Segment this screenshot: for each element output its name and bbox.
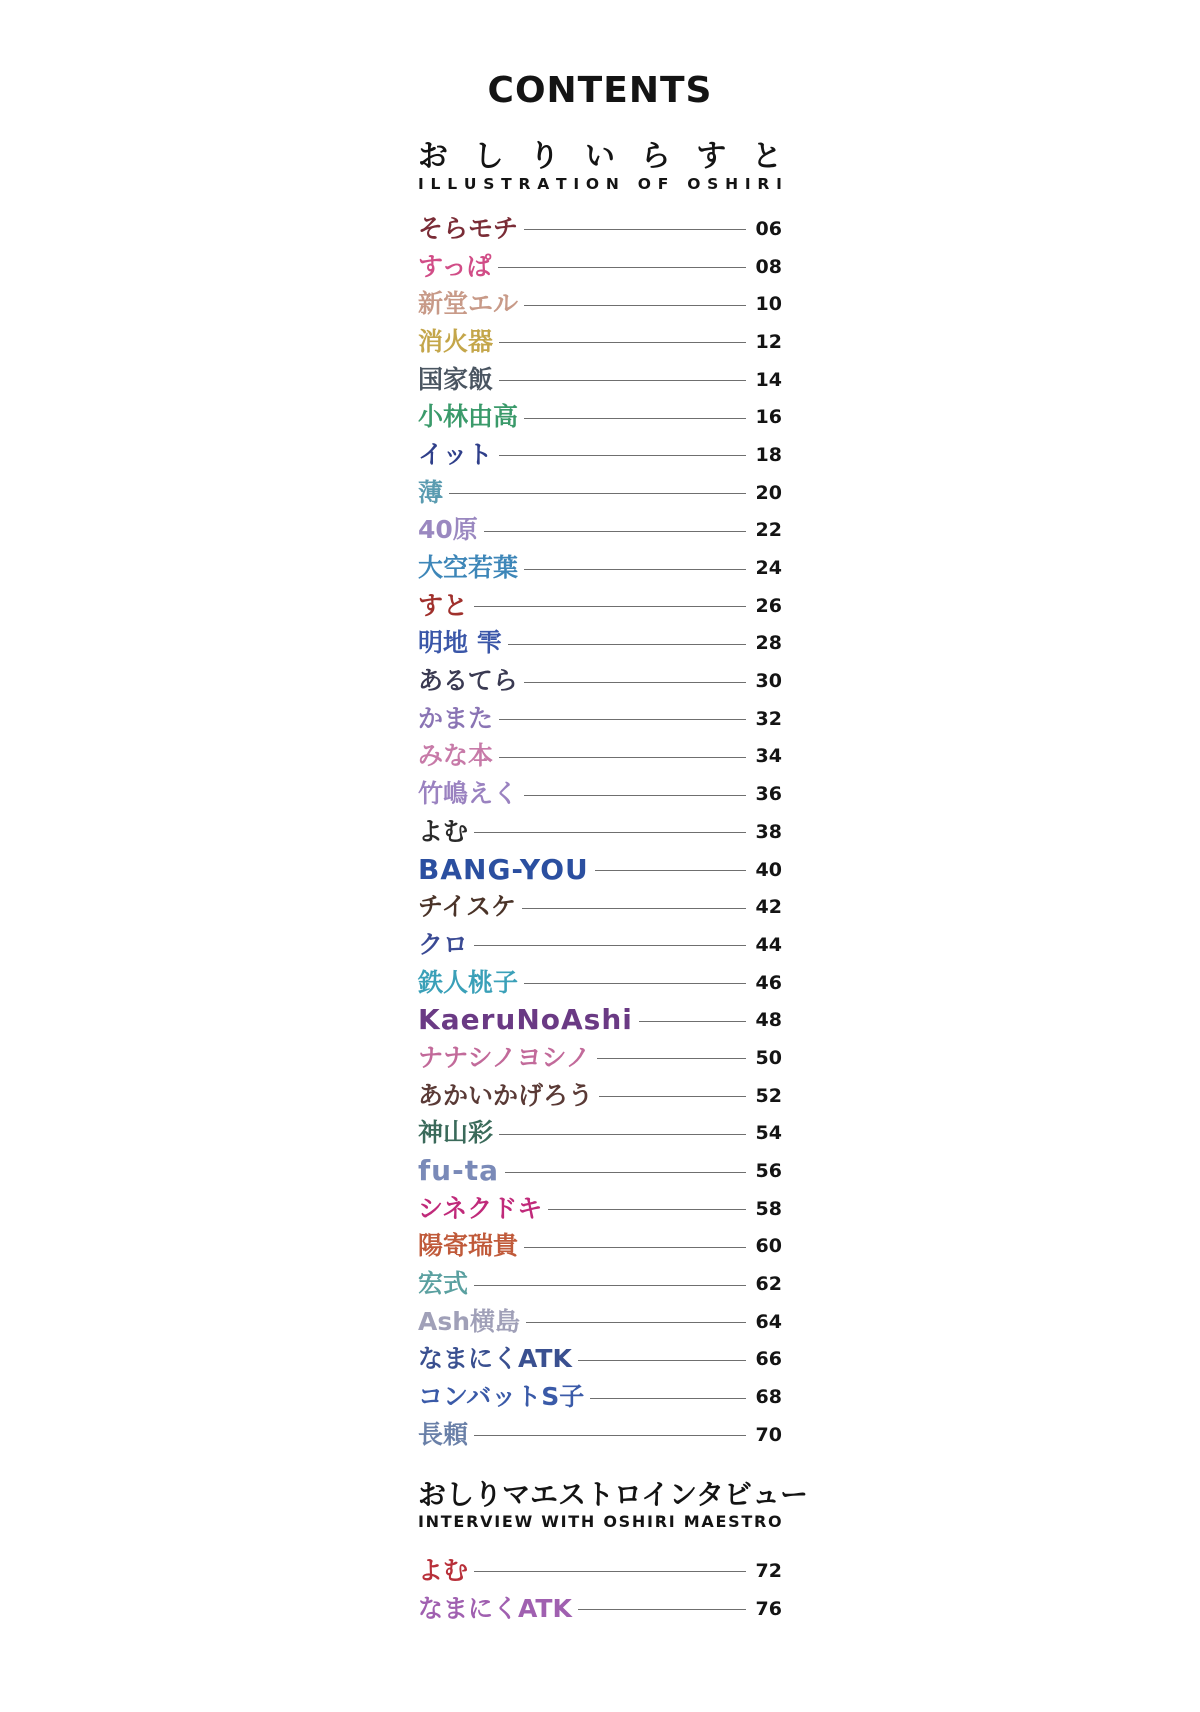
interview-entries — [418, 1552, 782, 1627]
title-letter: I — [560, 1512, 567, 1531]
entry-artist-name: そらモチ — [418, 213, 519, 243]
title-letter: W — [514, 1512, 533, 1531]
title-letter — [626, 174, 631, 194]
entry-artist-name: 薄 — [418, 477, 444, 507]
entry-page-number: 58 — [755, 1197, 782, 1220]
toc-entry — [418, 1378, 782, 1416]
toc-entry — [418, 285, 782, 323]
entry-artist-name: 宏式 — [418, 1269, 469, 1299]
toc-entry — [418, 662, 782, 700]
entry-leader-line — [474, 606, 746, 607]
title-letter: O — [637, 175, 651, 193]
entry-page-number: 24 — [755, 557, 782, 580]
entry-leader-line — [590, 1398, 746, 1399]
entry-leader-line — [578, 1609, 746, 1610]
entry-artist-name: チイスケ — [418, 892, 517, 922]
entry-leader-line — [524, 983, 746, 984]
entry-leader-line — [524, 229, 746, 230]
title-letter: H — [631, 1512, 646, 1531]
title-letter: E — [501, 1512, 513, 1531]
toc-entry — [418, 888, 782, 926]
entry-artist-name: 明地 雫 — [418, 628, 502, 658]
entry-artist-name: 小林由高 — [418, 402, 519, 432]
toc-entry — [418, 323, 782, 361]
entry-page-number: 22 — [755, 519, 782, 542]
entry-page-number: 70 — [755, 1423, 782, 1446]
title-letter: ら — [640, 139, 671, 174]
entry-page-number: 60 — [755, 1235, 782, 1258]
toc-entry — [418, 1077, 782, 1115]
entry-page-number: 42 — [755, 896, 782, 919]
entry-leader-line — [639, 1021, 746, 1022]
title-letter: S — [483, 175, 495, 193]
title-letter: W — [541, 1512, 559, 1531]
entry-page-number: 40 — [755, 858, 782, 881]
title-letter: A — [701, 1512, 714, 1531]
entry-leader-line — [499, 455, 746, 456]
entry-leader-line — [524, 569, 746, 570]
entry-artist-name: あるてら — [418, 666, 518, 696]
title-letter: I — [494, 1512, 501, 1531]
entry-page-number: 30 — [755, 670, 782, 693]
entry-artist-name: あかいかげろう — [418, 1080, 594, 1110]
interview-title-jp: おしりマエストロインタビュー — [418, 1478, 809, 1511]
title-letter: り — [529, 139, 560, 174]
title-letter: T — [501, 175, 512, 193]
title-letter — [534, 1512, 540, 1532]
entry-page-number: 76 — [755, 1597, 782, 1620]
entry-leader-line — [499, 342, 746, 343]
title-letter: I — [573, 175, 580, 193]
toc-entry — [418, 813, 782, 851]
title-letter: S — [728, 1512, 740, 1531]
title-letter: I — [418, 1512, 424, 1531]
entry-artist-name: KaeruNoAshi — [418, 1003, 633, 1037]
toc-entry — [418, 1039, 782, 1077]
title-letter: S — [707, 175, 719, 193]
interview-section — [418, 1478, 809, 1627]
entry-leader-line — [499, 1134, 746, 1135]
toc-entry — [418, 210, 782, 248]
entry-page-number: 34 — [755, 745, 782, 768]
entry-leader-line — [508, 644, 746, 645]
title-letter: E — [715, 1512, 727, 1531]
entry-leader-line — [578, 1360, 746, 1361]
title-letter: し — [473, 139, 504, 174]
title-letter: O — [768, 1512, 782, 1531]
entry-leader-line — [524, 418, 746, 419]
toc-entry — [418, 512, 782, 550]
entry-artist-name: すと — [418, 590, 469, 620]
entry-leader-line — [474, 832, 746, 833]
title-letter: I — [744, 175, 751, 193]
entry-artist-name: 新堂エル — [418, 289, 519, 319]
section-title-en — [418, 174, 782, 194]
title-letter: U — [463, 175, 477, 193]
entry-leader-line — [474, 1435, 746, 1436]
entry-page-number: 68 — [755, 1386, 782, 1409]
title-letter: い — [584, 139, 615, 174]
toc-entry — [418, 398, 782, 436]
entry-leader-line — [498, 267, 746, 268]
toc-entry — [418, 1303, 782, 1341]
entry-artist-name: イット — [418, 439, 493, 469]
entry-leader-line — [474, 945, 746, 946]
title-letter: T — [555, 175, 567, 193]
entry-page-number: 20 — [755, 481, 782, 504]
title-letter: T — [440, 1512, 452, 1531]
toc-entry — [418, 474, 782, 512]
title-letter: N — [605, 175, 619, 193]
entry-artist-name: 陽寄瑞貴 — [418, 1231, 519, 1261]
title-letter: O — [687, 175, 701, 193]
title-letter — [676, 1512, 682, 1532]
entry-page-number: 44 — [755, 933, 782, 956]
title-letter: H — [725, 175, 739, 193]
title-letter: R — [754, 1512, 767, 1531]
toc-entry — [418, 1590, 782, 1628]
title-letter: N — [425, 1512, 440, 1531]
entry-page-number: 28 — [755, 632, 782, 655]
entry-artist-name: fu-ta — [418, 1154, 500, 1188]
toc-entry — [418, 1115, 782, 1153]
entry-leader-line — [499, 757, 746, 758]
entry-leader-line — [597, 1058, 746, 1059]
toc-entry — [418, 549, 782, 587]
toc-entry — [418, 775, 782, 813]
entry-page-number: 66 — [755, 1348, 782, 1371]
interview-title-en — [418, 1512, 782, 1532]
toc-entry — [418, 1265, 782, 1303]
toc-entry — [418, 248, 782, 286]
entry-leader-line — [524, 1247, 746, 1248]
title-letter: F — [657, 175, 669, 193]
title-letter: V — [480, 1512, 493, 1531]
entry-artist-name: なまにくATK — [418, 1593, 572, 1623]
title-letter: T — [568, 1512, 580, 1531]
entry-artist-name: 鉄人桃子 — [418, 967, 519, 997]
title-letter — [596, 1512, 602, 1532]
illustration-section — [418, 140, 782, 1454]
entry-artist-name: BANG-YOU — [418, 852, 589, 886]
entry-page-number: 56 — [755, 1160, 782, 1183]
entry-artist-name: 国家飯 — [418, 364, 494, 394]
entry-leader-line — [522, 908, 746, 909]
entry-page-number: 52 — [755, 1084, 782, 1107]
title-letter: L — [430, 175, 441, 193]
entry-artist-name: 消火器 — [418, 326, 494, 356]
entry-artist-name: すっぱ — [418, 251, 492, 281]
toc-entry — [418, 926, 782, 964]
entry-page-number: 62 — [755, 1273, 782, 1296]
entry-leader-line — [474, 1571, 746, 1572]
toc-entry — [418, 625, 782, 663]
title-letter: と — [751, 139, 782, 174]
entry-leader-line — [499, 380, 746, 381]
title-letter: R — [466, 1512, 479, 1531]
entry-page-number: 48 — [755, 1009, 782, 1032]
title-letter: O — [603, 1512, 617, 1531]
entry-leader-line — [595, 870, 746, 871]
toc-entry — [418, 1228, 782, 1266]
entry-page-number: 38 — [755, 820, 782, 843]
entry-leader-line — [599, 1096, 746, 1097]
title-letter: I — [418, 175, 424, 193]
entry-artist-name: みな本 — [418, 741, 494, 771]
entry-page-number: 14 — [755, 368, 782, 391]
title-letter: E — [453, 1512, 465, 1531]
toc-entry — [418, 361, 782, 399]
title-letter: M — [683, 1512, 700, 1531]
title-letter: A — [537, 175, 550, 193]
entry-page-number: 06 — [755, 217, 782, 240]
toc-entry — [418, 964, 782, 1002]
title-letter: R — [518, 175, 531, 193]
toc-entry — [418, 700, 782, 738]
toc-entry — [418, 738, 782, 776]
title-letter: I — [776, 175, 782, 193]
entry-artist-name: Ash横島 — [418, 1306, 521, 1336]
entry-leader-line — [524, 305, 746, 306]
title-letter: H — [580, 1512, 595, 1531]
entry-artist-name: 神山彩 — [418, 1118, 494, 1148]
title-letter: S — [618, 1512, 631, 1531]
entry-page-number: 26 — [755, 594, 782, 617]
entry-artist-name: 大空若葉 — [418, 553, 519, 583]
toc-entry — [418, 851, 782, 889]
entry-artist-name: なまにくATK — [418, 1344, 572, 1374]
entry-page-number: 36 — [755, 783, 782, 806]
toc-entry — [418, 1416, 782, 1454]
toc-entry — [418, 1341, 782, 1379]
title-letter: I — [647, 1512, 653, 1531]
entry-page-number: 10 — [755, 293, 782, 316]
toc-entry — [418, 1001, 782, 1039]
entry-leader-line — [499, 719, 746, 720]
entry-page-number: 16 — [755, 406, 782, 429]
entry-page-number: 72 — [755, 1559, 782, 1582]
toc-entry — [418, 1190, 782, 1228]
entry-artist-name: よむ — [418, 1555, 469, 1585]
entry-artist-name: 長頼 — [418, 1419, 469, 1449]
entry-leader-line — [526, 1322, 746, 1323]
entry-leader-line — [484, 531, 746, 532]
entry-leader-line — [505, 1172, 746, 1173]
title-letter: R — [654, 1512, 668, 1531]
entry-artist-name: 竹嶋えく — [418, 779, 519, 809]
toc-entry — [418, 1552, 782, 1590]
toc-entry — [418, 587, 782, 625]
toc-entry — [418, 436, 782, 474]
entry-page-number: 08 — [755, 255, 782, 278]
entry-page-number: 32 — [755, 707, 782, 730]
entry-page-number: 12 — [755, 330, 782, 353]
title-letter: T — [741, 1512, 753, 1531]
entry-page-number: 54 — [755, 1122, 782, 1145]
entry-leader-line — [548, 1209, 746, 1210]
entry-leader-line — [449, 493, 746, 494]
entry-artist-name: よむ — [418, 816, 469, 846]
contents-heading: CONTENTS — [487, 70, 713, 111]
entry-page-number: 46 — [755, 971, 782, 994]
toc-entry — [418, 1152, 782, 1190]
entry-leader-line — [524, 682, 746, 683]
title-letter: す — [696, 139, 727, 174]
entry-artist-name: ナナシノヨシノ — [418, 1042, 591, 1072]
title-letter: R — [757, 175, 770, 193]
entry-artist-name: コンバットS子 — [418, 1382, 585, 1412]
entry-artist-name: 40原 — [418, 515, 478, 545]
entry-leader-line — [524, 795, 746, 796]
title-letter: L — [447, 175, 458, 193]
entry-page-number: 18 — [755, 443, 782, 466]
entry-artist-name: シネクドキ — [418, 1193, 543, 1223]
section-title-jp — [418, 140, 782, 174]
entry-page-number: 50 — [755, 1046, 782, 1069]
entry-page-number: 64 — [755, 1310, 782, 1333]
entry-artist-name: かまた — [418, 703, 494, 733]
entry-artist-name: クロ — [418, 929, 469, 959]
title-letter: I — [668, 1512, 675, 1531]
title-letter — [675, 174, 680, 194]
entry-leader-line — [474, 1285, 746, 1286]
title-letter: お — [418, 139, 448, 174]
title-letter: O — [585, 175, 600, 193]
illustration-entries — [418, 210, 782, 1454]
